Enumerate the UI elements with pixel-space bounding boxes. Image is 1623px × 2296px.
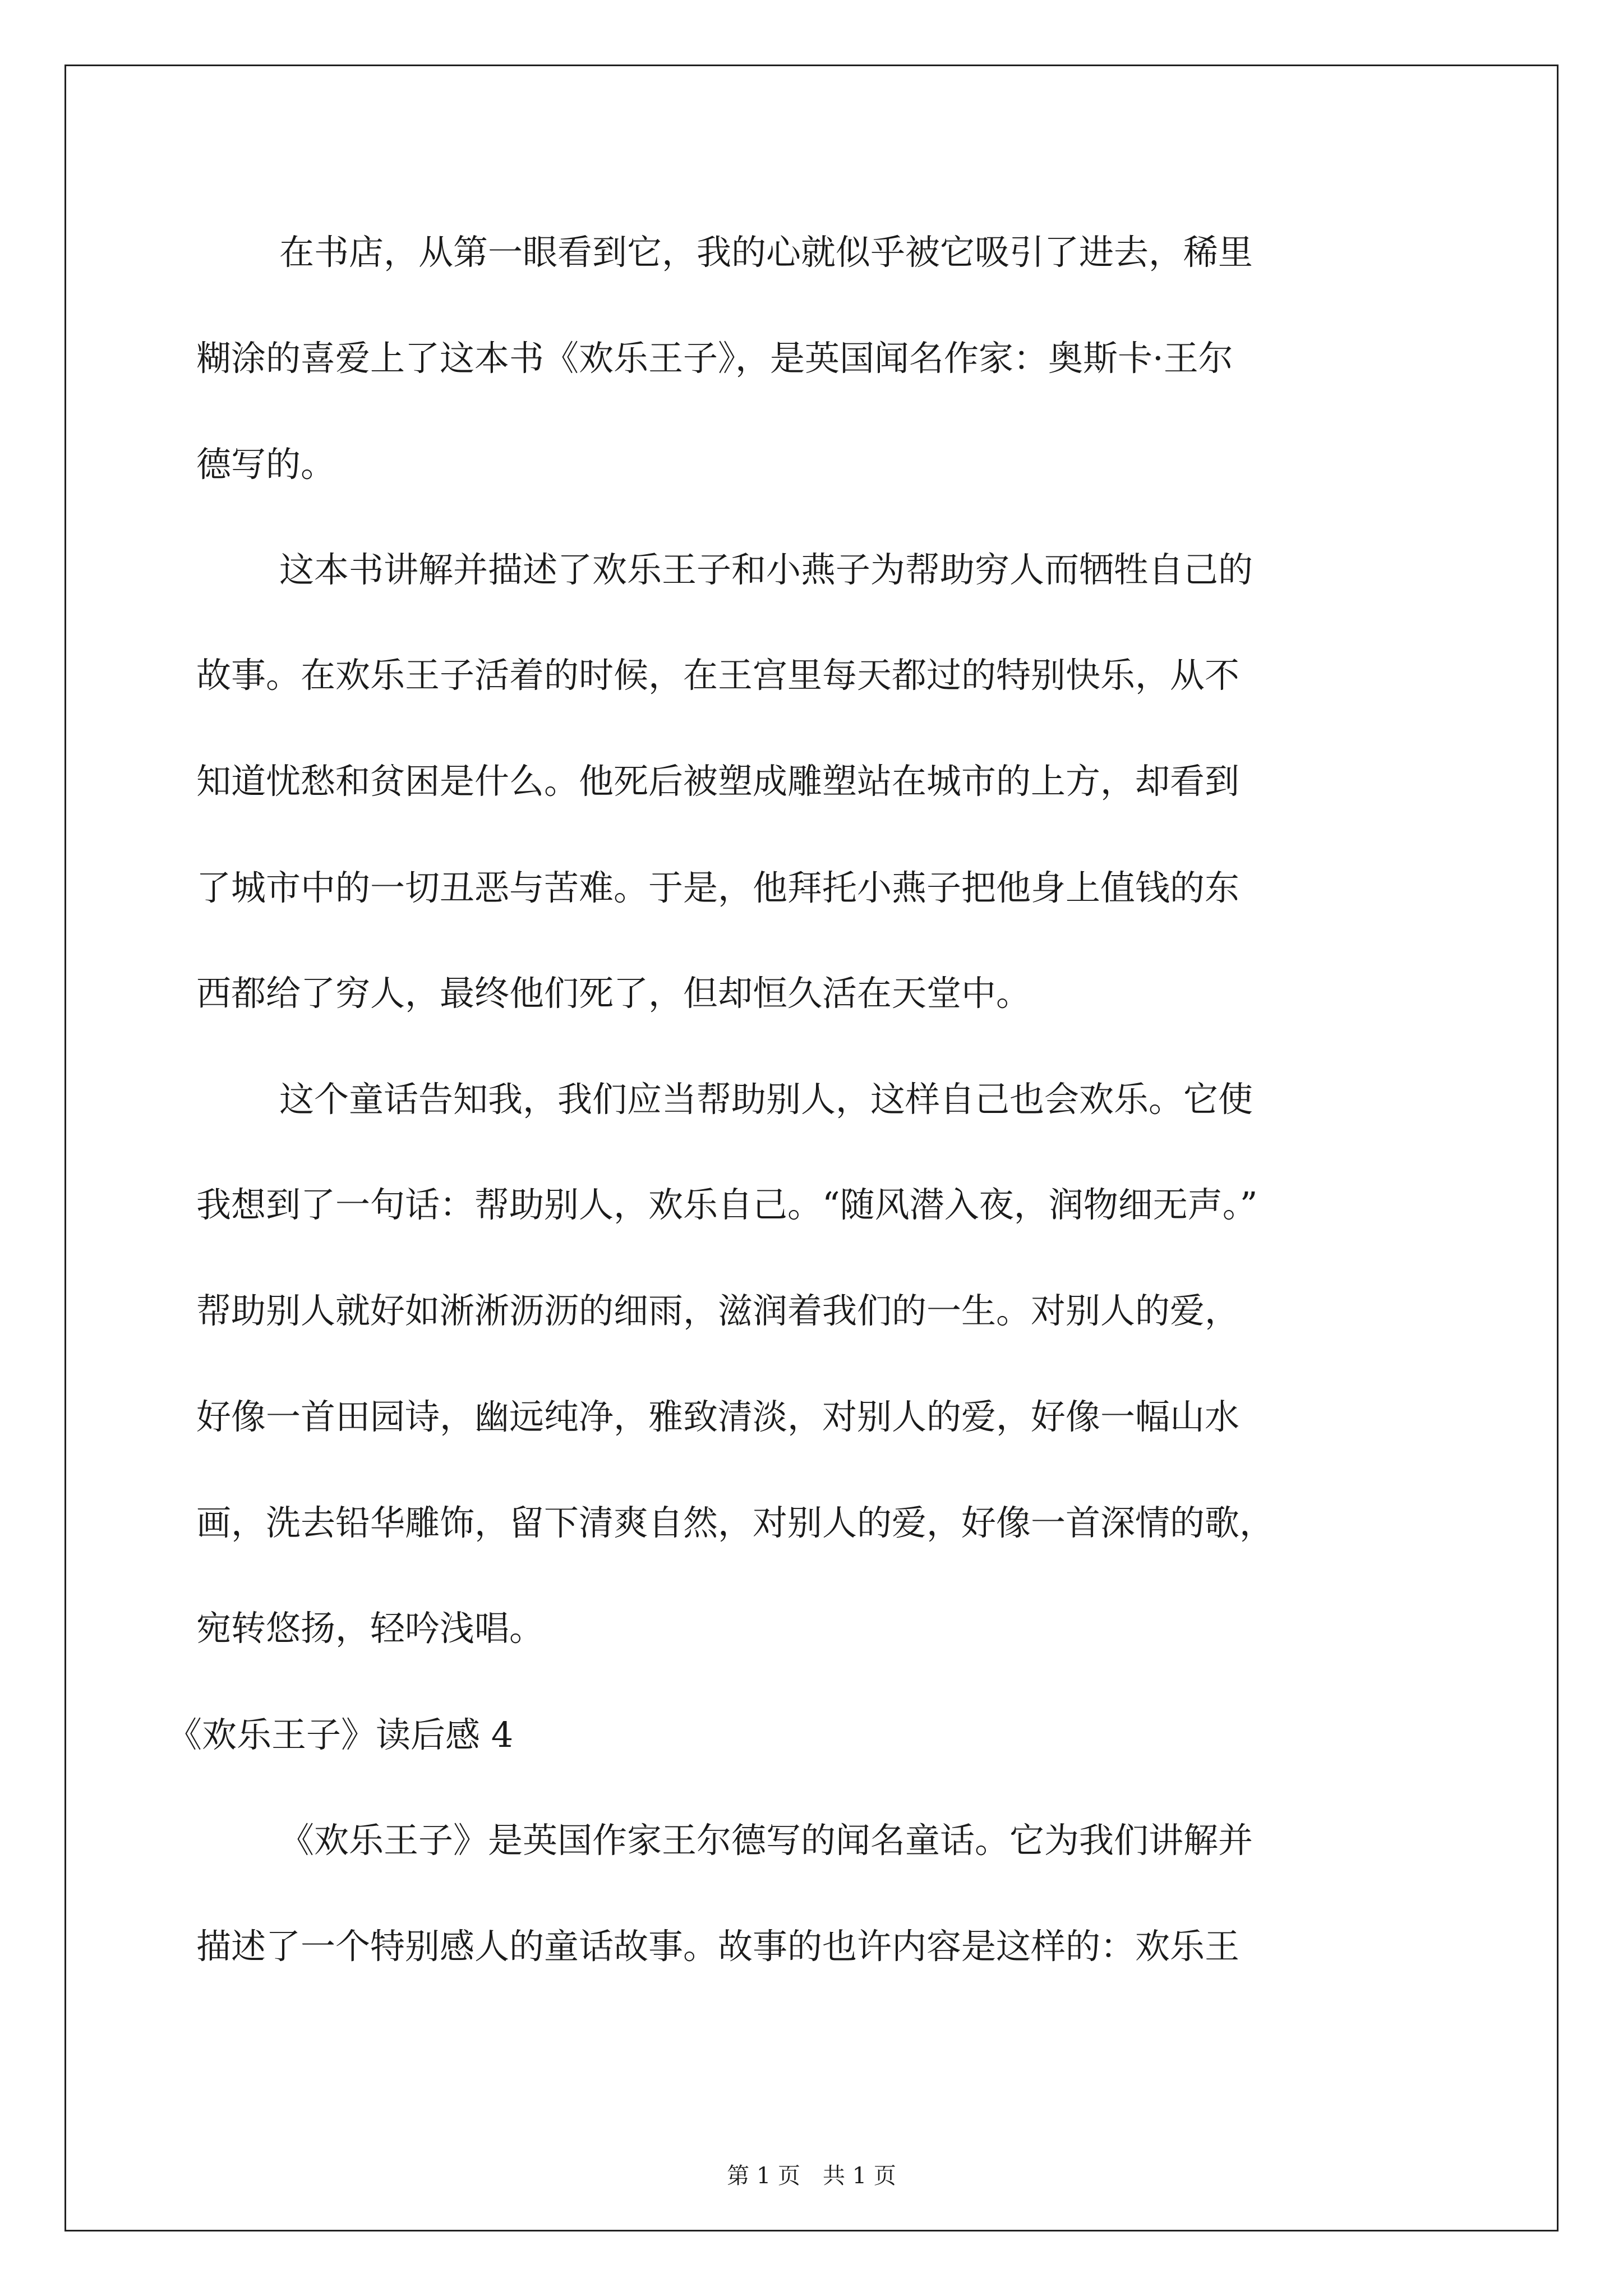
- page-footer: 第 1 页 共 1 页: [727, 2163, 896, 2189]
- paragraph-3-line-2: 我想到了一句话：帮助别人，欢乐自己。“随风潜入夜，润物细无声。”: [196, 1184, 1258, 1225]
- paragraph-3-line-5: 画，洗去铅华雕饰，留下清爽自然，对别人的爱，好像一首深情的歌，: [196, 1502, 1275, 1543]
- page-border: [64, 65, 1559, 2231]
- paragraph-3-line-6: 宛转悠扬，轻吟浅唱。: [196, 1608, 545, 1649]
- paragraph-1-line-3: 德写的。: [196, 444, 336, 485]
- paragraph-3-line-3: 帮助别人就好如淅淅沥沥的细雨，滋润着我们的一生。对别人的爱，: [196, 1290, 1240, 1331]
- paragraph-2-line-4: 了城市中的一切丑恶与苦难。于是，他拜托小燕子把他身上值钱的东: [196, 867, 1240, 908]
- paragraph-4-line-2: 描述了一个特别感人的童话故事。故事的也许内容是这样的：欢乐王: [196, 1926, 1240, 1967]
- section-heading: 《欢乐王子》读后感 4: [167, 1714, 514, 1755]
- paragraph-2-line-1: 这本书讲解并描述了欢乐王子和小燕子为帮助穷人而牺牲自己的: [279, 549, 1253, 590]
- paragraph-2-line-2: 故事。在欢乐王子活着的时候，在王宫里每天都过的特别快乐，从不: [196, 655, 1240, 696]
- paragraph-1-line-1: 在书店，从第一眼看到它，我的心就似乎被它吸引了进去，稀里: [279, 232, 1253, 273]
- paragraph-2-line-5: 西都给了穷人，最终他们死了，但却恒久活在天堂中。: [196, 973, 1031, 1014]
- paragraph-3-line-4: 好像一首田园诗，幽远纯净，雅致清淡，对别人的爱，好像一幅山水: [196, 1396, 1240, 1437]
- paragraph-4-line-1: 《欢乐王子》是英国作家王尔德写的闻名童话。它为我们讲解并: [279, 1820, 1253, 1861]
- paragraph-3-line-1: 这个童话告知我，我们应当帮助别人，这样自己也会欢乐。它使: [279, 1079, 1253, 1120]
- paragraph-1-line-2: 糊涂的喜爱上了这本书《欢乐王子》，是英国闻名作家：奥斯卡·王尔: [196, 338, 1233, 379]
- paragraph-2-line-3: 知道忧愁和贫困是什么。他死后被塑成雕塑站在城市的上方，却看到: [196, 761, 1240, 802]
